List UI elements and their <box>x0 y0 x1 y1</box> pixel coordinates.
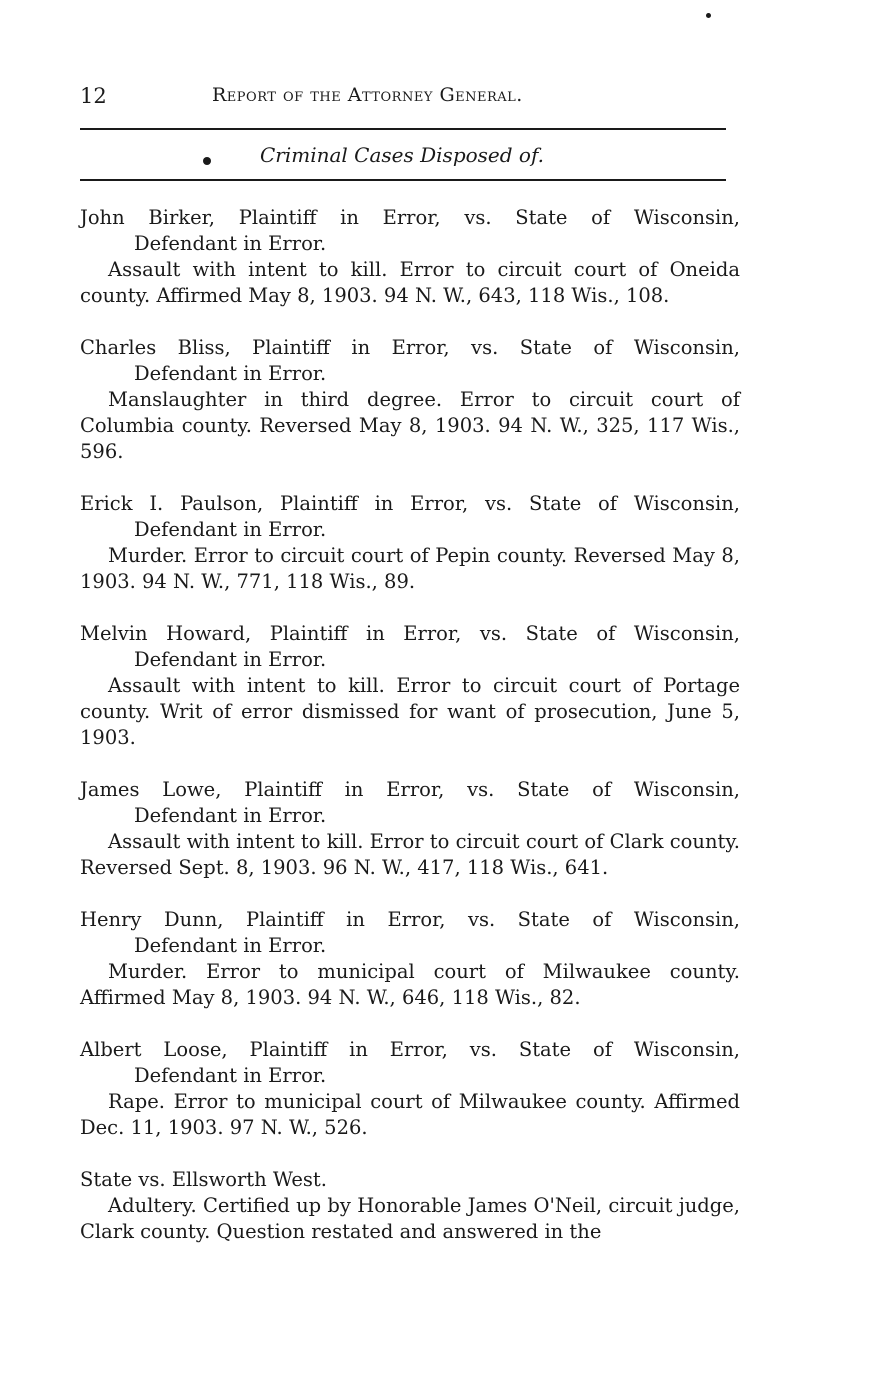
case-caption: John Birker, Plaintiff in Error, vs. State of Wisconsin, <box>80 206 740 229</box>
case-defendant: Defendant in Error. <box>134 804 327 827</box>
case-caption: Melvin Howard, Plaintiff in Error, vs. State of Wisconsin, <box>80 622 740 645</box>
section-title: Criminal Cases Disposed of. <box>260 143 545 167</box>
case-caption: Charles Bliss, Plaintiff in Error, vs. State of Wisconsin, <box>80 336 740 359</box>
case-entry <box>80 1167 740 1245</box>
case-caption: Henry Dunn, Plaintiff in Error, vs. State of Wisconsin, <box>80 908 740 931</box>
case-summary: Assault with intent to kill. Error to circuit court of Portage county. Writ of error dismissed for want of prosecution, June 5, 1903. <box>80 674 740 749</box>
case-summary: Murder. Error to circuit court of Pepin county. Reversed May 8, 1903. 94 N. W., 771, 118 Wis., 89. <box>80 544 740 593</box>
case-caption: Albert Loose, Plaintiff in Error, vs. State of Wisconsin, <box>80 1038 740 1061</box>
case-summary: Murder. Error to municipal court of Milwaukee county. Affirmed May 8, 1903. 94 N. W., 646, 118 Wis., 82. <box>80 960 740 1009</box>
case-entry <box>80 205 740 309</box>
bullet-icon <box>203 157 211 165</box>
case-summary: Assault with intent to kill. Error to circuit court of Oneida county. Affirmed May 8, 1903. 94 N. W., 643, 118 Wis., 108. <box>80 258 740 307</box>
case-defendant: Defendant in Error. <box>134 934 327 957</box>
case-caption: State vs. Ellsworth West. <box>80 1168 327 1191</box>
case-entry <box>80 777 740 881</box>
case-defendant: Defendant in Error. <box>134 518 327 541</box>
running-head: Report of the Attorney General. <box>212 84 523 106</box>
case-entry <box>80 1037 740 1141</box>
case-defendant: Defendant in Error. <box>134 1064 327 1087</box>
case-defendant: Defendant in Error. <box>134 362 327 385</box>
case-entry <box>80 907 740 1011</box>
top-rule <box>80 128 726 130</box>
bottom-rule <box>80 179 726 181</box>
case-summary: Assault with intent to kill. Error to circuit court of Clark county. Reversed Sept. 8, 1903. 96 N. W., 417, 118 Wis., 641. <box>80 830 740 879</box>
case-defendant: Defendant in Error. <box>134 648 327 671</box>
case-entry <box>80 491 740 595</box>
case-entry <box>80 335 740 465</box>
case-summary: Rape. Error to municipal court of Milwaukee county. Affirmed Dec. 11, 1903. 97 N. W., 526. <box>80 1090 740 1139</box>
case-summary: Manslaughter in third degree. Error to circuit court of Columbia county. Reversed May 8, 1903. 94 N. W., 325, 117 Wis., 596. <box>80 388 740 463</box>
case-summary: Adultery. Certified up by Honorable James O'Neil, circuit judge, Clark county. Question restated and answered in the <box>80 1194 740 1243</box>
case-caption: James Lowe, Plaintiff in Error, vs. State of Wisconsin, <box>80 778 740 801</box>
case-list <box>80 205 740 1271</box>
ink-speck <box>706 13 711 18</box>
page-number: 12 <box>80 84 107 108</box>
case-entry <box>80 621 740 751</box>
case-caption: Erick I. Paulson, Plaintiff in Error, vs. State of Wisconsin, <box>80 492 740 515</box>
case-defendant: Defendant in Error. <box>134 232 327 255</box>
